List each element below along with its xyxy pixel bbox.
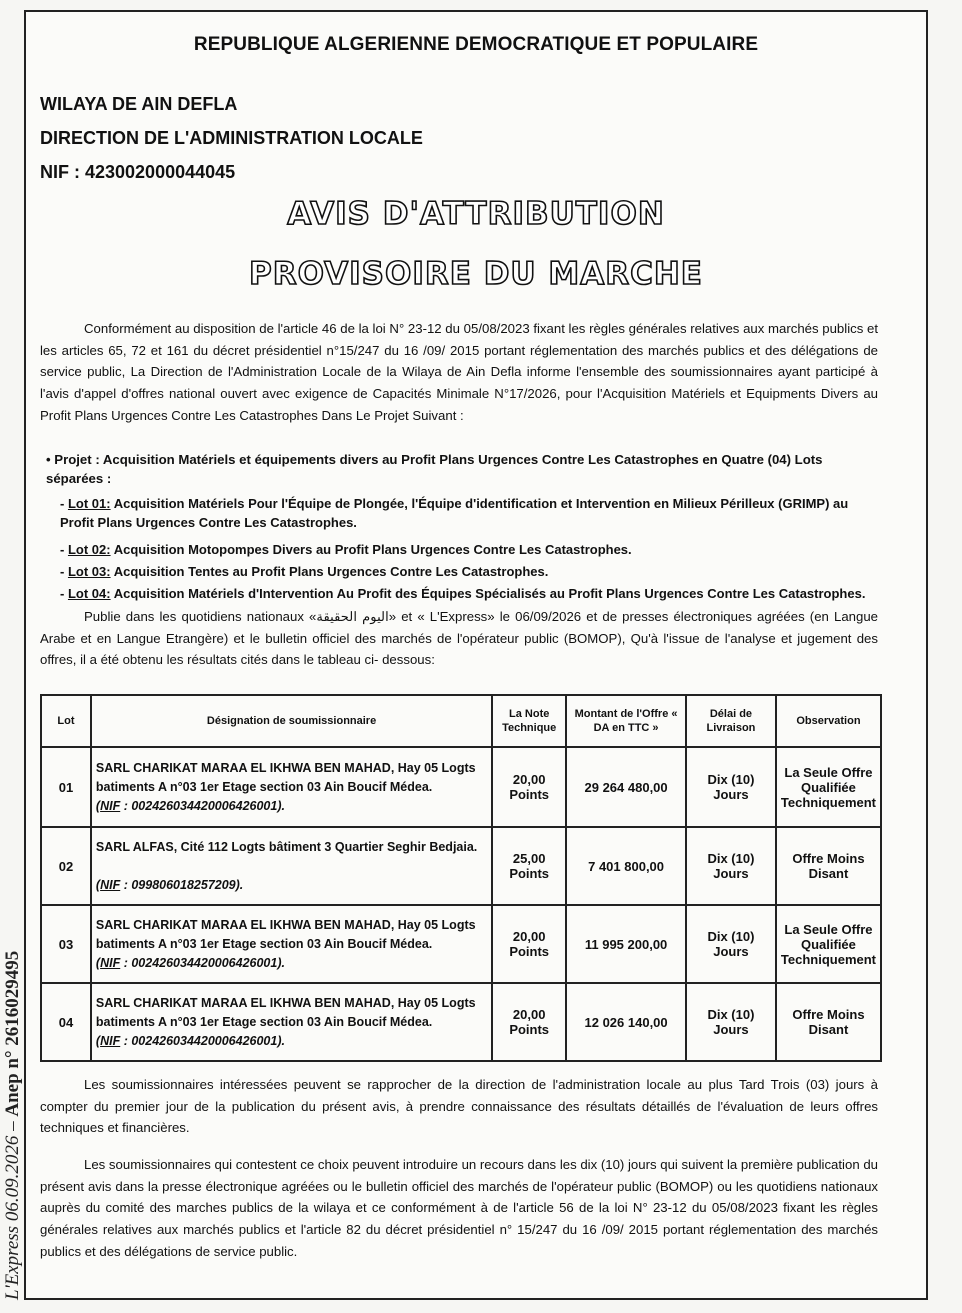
bidder-name: SARL CHARIKAT MARAA EL IKHWA BEN MAHAD, Hay 05 Logts batiments A n°03 1er Etage section 03 Ain Boucif Médea. — [95, 917, 476, 951]
cell-designation — [91, 983, 492, 1061]
nif-label: NIF — [100, 798, 121, 813]
wilaya-line: WILAYA DE AIN DEFLA — [40, 94, 238, 114]
cell-montant: 12 026 140,00 — [566, 983, 686, 1061]
nif-value: : 099806018257209). — [120, 877, 244, 892]
nif-value: : 002426034420006426001). — [120, 798, 285, 813]
lot-item: - Lot 02: Acquisition Motopompes Divers au Profit Plans Urgences Contre Les Catastrophes. — [60, 542, 632, 557]
publication-text: Publie dans les quotidiens nationaux «اليوم الحقيقة» et « L'Express» le 06/09/2026 et de presses électroniques agréées (en Langue Arabe et en Langue Etrangère) et le bulletin officiel des marchés de l'opérateur public (BOMOP), Qu'à l'issue de l'analyse et jugement des offres, il a été obtenu les résultats cités dans le tableau ci- dessous: — [40, 609, 879, 668]
lot-item: - Lot 01: Acquisition Matériels Pour l'Équipe de Plongée, l'Équipe d'identification et Intervention en Milieux Périlleux (GRIMP) au Profit Plans Urgences Contre Les Catastrophes. — [60, 496, 849, 530]
col-header-lot: Lot — [41, 695, 91, 747]
cell-note: 25,00 Points — [492, 827, 566, 905]
notice-frame — [24, 10, 928, 1300]
table-row — [41, 905, 881, 983]
lot-text: Acquisition Matériels Pour l'Équipe de Plongée, l'Équipe d'identification et Intervention en Milieux Périlleux (GRIMP) au Profit Plans Urgences Contre Les Catastrophes. — [60, 496, 849, 530]
projet-line: • Projet : Acquisition Matériels et équipements divers au Profit Plans Urgences Contre Les Catastrophes en Quatre (04) Lots séparées : — [46, 452, 823, 486]
cell-delai: Dix (10) Jours — [686, 983, 776, 1061]
lot-text: Acquisition Matériels d'Intervention Au Profit des Équipes Spécialisés au Profit Plans Urgences Contre Les Catastrophes. — [110, 586, 866, 601]
cell-observation: La Seule Offre Qualifiée Techniquement — [776, 747, 881, 827]
cell-lot: 04 — [41, 983, 91, 1061]
nif-value: : 002426034420006426001). — [120, 955, 285, 970]
cell-montant: 7 401 800,00 — [566, 827, 686, 905]
cell-lot: 01 — [41, 747, 91, 827]
results-table — [40, 694, 882, 1062]
cell-montant: 11 995 200,00 — [566, 905, 686, 983]
anep-number: Anep n° 2616029495 — [2, 950, 23, 1117]
lot-item: - Lot 03: Acquisition Tentes au Profit Plans Urgences Contre Les Catastrophes. — [60, 564, 549, 579]
bidder-nif: (NIF : 002426034420006426001). — [95, 798, 285, 813]
cell-delai: Dix (10) Jours — [686, 827, 776, 905]
left-margin-note — [2, 951, 24, 1300]
cell-designation — [91, 827, 492, 905]
cell-note: 20,00 Points — [492, 905, 566, 983]
lot-text: Acquisition Tentes au Profit Plans Urgences Contre Les Catastrophes. — [110, 564, 549, 579]
cell-note: 20,00 Points — [492, 983, 566, 1061]
publication-name: L'Express — [2, 1225, 23, 1300]
nif-label: NIF — [100, 1033, 121, 1048]
table-row — [41, 747, 881, 827]
lot-item: - Lot 04: Acquisition Matériels d'Intervention Au Profit des Équipes Spécialisés au Profit Plans Urgences Contre Les Catastrophes. — [60, 586, 866, 601]
table-header-row — [41, 695, 881, 747]
footer-text-1: Les soumissionnaires intéressées peuvent se rapprocher de la direction de l'administration locale au plus Tard Trois (03) jours à compter du premier jour de la publication du présent avis, à prendre connaissance des résultats détaillés de l'évaluation de leurs offres techniques et financières. — [40, 1077, 878, 1136]
cell-observation: Offre Moins Disant — [776, 983, 881, 1061]
footer-text-2: Les soumissionnaires qui contestent ce choix peuvent introduire un recours dans les dix (10) jours qui suivent la première publication du présent avis dans la presse électronique agréées ou le bulletin officiel des marchés de l'opérateur public (BOMOP) ou les quotidiens nationaux auprès du comité des marches publics de la wilaya et ce conformément à de l'article 56 de la loi N° 23-12 du 05/08/2023 fixant les règles générales relatives aux marchés publics et l'article 82 du décret présidentiel n° 15/247 du 16 /09/ 2015 portant réglementation des marchés publics et des délégations de service public. — [40, 1157, 878, 1259]
col-header-note: La Note Technique — [492, 695, 566, 747]
cell-designation — [91, 747, 492, 827]
bidder-name: SARL ALFAS, Cité 112 Logts bâtiment 3 Quartier Seghir Bedjaia. — [95, 839, 478, 854]
footer-paragraph-1 — [40, 1074, 878, 1139]
footer-paragraph-2 — [40, 1154, 878, 1263]
lot-label: Lot 02: — [67, 542, 111, 557]
cell-designation — [91, 905, 492, 983]
nif-label: NIF — [100, 877, 121, 892]
title-line-2: PROVISOIRE DU MARCHE — [249, 256, 703, 292]
nif-line: NIF : 423002000044045 — [40, 162, 236, 182]
intro-text: Conformément au disposition de l'article 46 de la loi N° 23-12 du 05/08/2023 fixant les règles générales relatives aux marchés publics et les articles 65, 72 et 161 du décret présidentiel n°15/247 du 16 /09/ 2015 portant réglementation des marchés publics et des délégations de service public, La Direction de l'Administration Locale de la Wilaya de Ain Defla informe l'ensemble des soumissionnaires ayant participé à l'avis d'appel d'offres national ouvert avec exigence de Capacités Minimale N°17/2026, pour l'Acquisition Matériels et Equipments Divers au Profit Plans Urgences Contre Les Catastrophes Dans Le Projet Suivant : — [40, 321, 878, 423]
col-header-designation: Désignation de soumissionnaire — [91, 695, 492, 747]
table-row — [41, 983, 881, 1061]
cell-delai: Dix (10) Jours — [686, 905, 776, 983]
cell-observation: Offre Moins Disant — [776, 827, 881, 905]
cell-delai: Dix (10) Jours — [686, 747, 776, 827]
bidder-nif: (NIF : 002426034420006426001). — [95, 955, 285, 970]
bidder-nif: (NIF : 002426034420006426001). — [95, 1033, 285, 1048]
cell-observation: La Seule Offre Qualifiée Techniquement — [776, 905, 881, 983]
col-header-delai: Délai de Livraison — [686, 695, 776, 747]
col-header-montant: Montant de l'Offre « DA en TTC » — [566, 695, 686, 747]
lot-label: Lot 03: — [67, 564, 111, 579]
lot-label: Lot 04: — [67, 586, 111, 601]
lot-label: Lot 01: — [67, 496, 111, 511]
table-row — [41, 827, 881, 905]
bidder-nif: (NIF : 099806018257209). — [95, 877, 244, 892]
cell-lot: 03 — [41, 905, 91, 983]
nif-label: NIF — [100, 955, 121, 970]
cell-lot: 02 — [41, 827, 91, 905]
publication-paragraph — [40, 606, 878, 671]
direction-line: DIRECTION DE L'ADMINISTRATION LOCALE — [40, 128, 423, 148]
col-header-observation: Observation — [776, 695, 881, 747]
title-line-1: AVIS D'ATTRIBUTION — [287, 196, 665, 232]
publication-date: 06.09.2026 – — [2, 1116, 23, 1226]
nif-value: : 002426034420006426001). — [120, 1033, 285, 1048]
bidder-name: SARL CHARIKAT MARAA EL IKHWA BEN MAHAD, Hay 05 Logts batiments A n°03 1er Etage section 03 Ain Boucif Médea. — [95, 995, 476, 1029]
intro-paragraph — [40, 318, 878, 427]
republic-heading: REPUBLIQUE ALGERIENNE DEMOCRATIQUE ET POPULAIRE — [193, 34, 759, 55]
cell-montant: 29 264 480,00 — [566, 747, 686, 827]
lot-text: Acquisition Motopompes Divers au Profit Plans Urgences Contre Les Catastrophes. — [110, 542, 632, 557]
bidder-name: SARL CHARIKAT MARAA EL IKHWA BEN MAHAD, Hay 05 Logts batiments A n°03 1er Etage section 03 Ain Boucif Médea. — [95, 760, 476, 794]
cell-note: 20,00 Points — [492, 747, 566, 827]
